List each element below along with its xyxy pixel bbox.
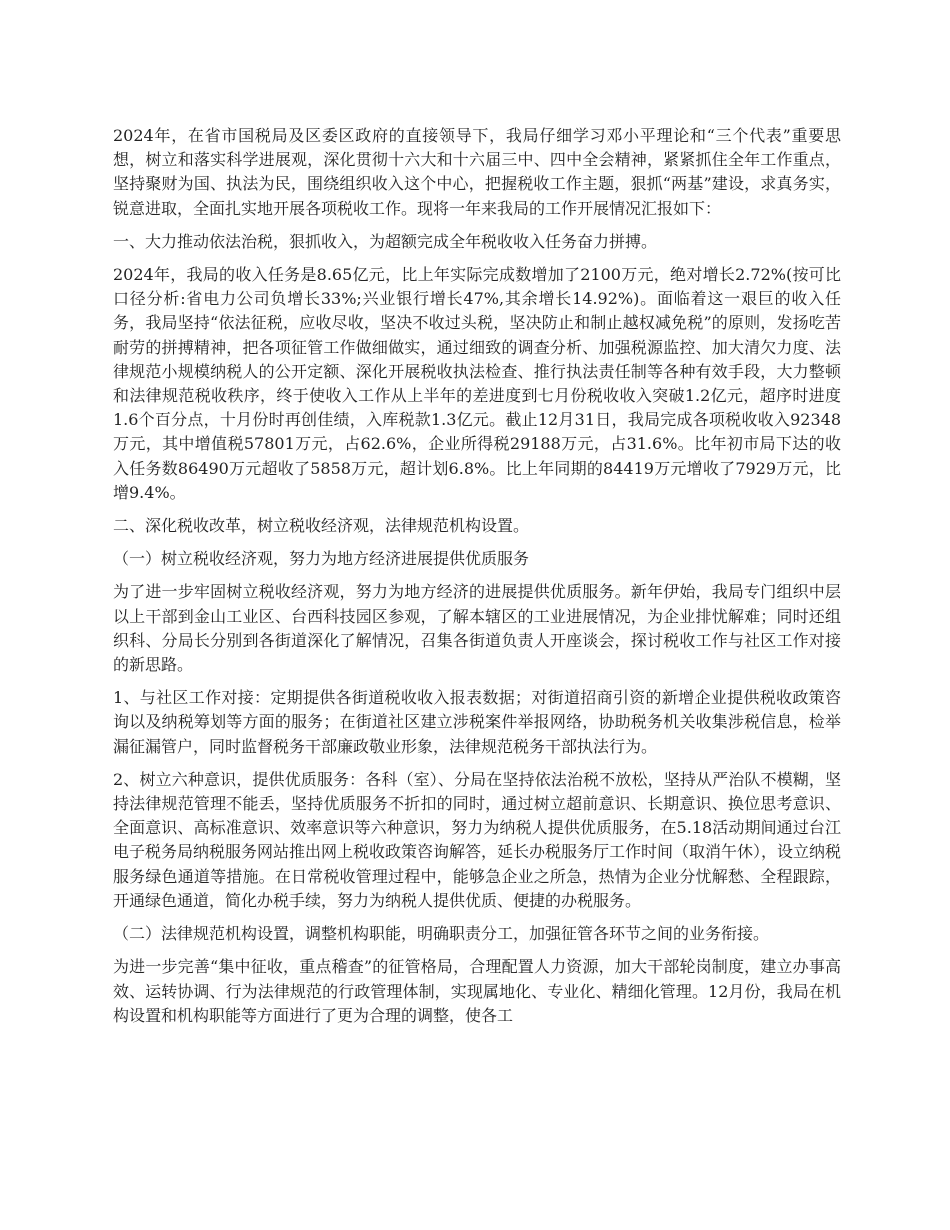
document-body xyxy=(113,124,841,1037)
subsection-heading-2: （二）法律规范机构设置，调整机构职能，明确职责分工，加强征管各环节之间的业务衔接。 xyxy=(113,924,770,944)
list-item-1: 1、与社区工作对接：定期提供各街道税收收入报表数据；对街道招商引资的新增企业提供税收政策咨询以及纳税筹划等方面的服务；在街道社区建立涉税案件举报网络，协助税务机关收集涉税信息，检举漏征漏管户，同时监督税务干部廉政敬业形象，法律规范税务干部执法行为。 xyxy=(113,688,841,756)
section-heading-1: 一、大力推动依法治税，狠抓收入，为超额完成全年税收收入任务奋力拼搏。 xyxy=(113,231,658,251)
intro-paragraph: 2024年，在省市国税局及区委区政府的直接领导下，我局仔细学习邓小平理论和“三个代表”重要思想，树立和落实科学进展观，深化贯彻十六大和十六届三中、四中全会精神，紧紧抓住全年工作重点，坚持聚财为国、执法为民，围绕组织收入这个中心，把握税收工作主题，狠抓“两基”建设，求真务实，锐意进取，全面扎实地开展各项税收工作。现将一年来我局的工作开展情况汇报如下： xyxy=(113,126,841,218)
structure-paragraph: 为进一步完善“集中征收，重点稽查”的征管格局，合理配置人力资源，加大干部轮岗制度，建立办事高效、运转协调、行为法律规范的行政管理体制，实现属地化、专业化、精细化管理。12月份，我局在机构设置和机构职能等方面进行了更为合理的调整，使各工 xyxy=(113,957,841,1025)
section-heading-2: 二、深化税收改革，树立税收经济观，法律规范机构设置。 xyxy=(113,516,530,536)
service-paragraph: 为了进一步牢固树立税收经济观，努力为地方经济的进展提供优质服务。新年伊始，我局专门组织中层以上干部到金山工业区、台西科技园区参观，了解本辖区的工业进展情况，为企业排忧解难；同时还组织科、分局长分别到各街道深化了解情况，召集各街道负责人开座谈会，探讨税收工作与社区工作对接的新思路。 xyxy=(113,582,841,675)
list-item-2: 2、树立六种意识，提供优质服务：各科（室）、分局在坚持依法治税不放松，坚持从严治队不模糊，坚持法律规范管理不能丢，坚持优质服务不折扣的同时，通过树立超前意识、长期意识、换位思考意识、全面意识、高标准意识、效率意识等六种意识，努力为纳税人提供优质服务，在5.18活动期间通过台江电子税务局纳税服务网站推出网上税收政策咨询解答，延长办税服务厅工作时间（取消午休），设立纳税服务绿色通道等措施。在日常税收管理过程中，能够急企业之所急，热情为企业分忧解愁、全程跟踪，开通绿色通道，简化办税手续，努力为纳税人提供优质、便捷的办税服务。 xyxy=(113,769,842,910)
revenue-paragraph: 2024年，我局的收入任务是8.65亿元，比上年实际完成数增加了2100万元，绝对增长2.72%(按可比口径分析:省电力公司负增长33%;兴业银行增长47%,其余增长14.92%)。面临着这一艰巨的收入任务，我局坚持“依法征税，应收尽收，坚决不收过头税，坚决防止和制止越权减免税”的原则，发扬吃苦耐劳的拼搏精神，把各项征管工作做细做实，通过细致的调查分析、加强税源监控、加大清欠力度、法律规范小规模纳税人的公开定额、深化开展税收执法检查、推行执法责任制等各种有效手段，大力整顿和法律规范税收秩序，终于使收入工作从上半年的差进度到七月份税收收入突破1.2亿元，超序时进度1.6个百分点，十月份时再创佳绩，入库税款1.3亿元。截止12月31日，我局完成各项税收收入92348万元，其中增值税57801万元，占62.6%，企业所得税29188万元，占31.6%。比年初市局下达的收入任务数86490万元超收了5858万元，超计划6.8%。比上年同期的84419万元增收了7929万元，比增9.4%。 xyxy=(113,265,841,502)
subsection-heading-1: （一）树立税收经济观，努力为地方经济进展提供优质服务 xyxy=(113,549,530,569)
